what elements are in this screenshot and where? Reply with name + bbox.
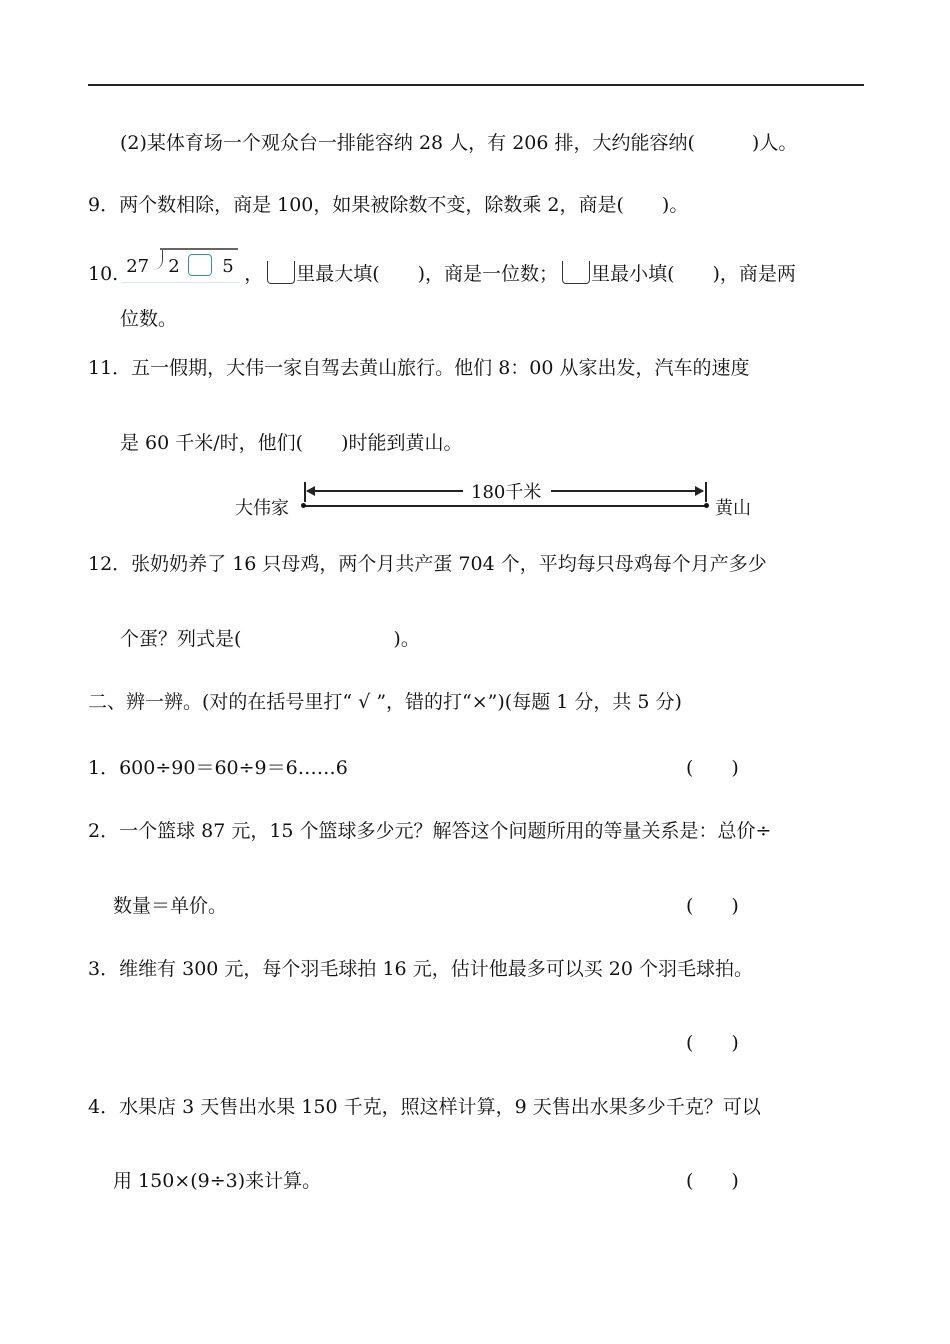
question-11-line-1: 11．五一假期，大伟一家自驾去黄山旅行。他们 8：00 从家出发，汽车的速度 [88,357,750,379]
section-2-heading: 二、辨一辨。(对的在括号里打“ √ ”，错的打“×”)(每题 1 分，共 5 分) [88,691,682,713]
question-10-comma: ， [244,263,264,285]
question-8-2: (2)某体育场一个观众台一排能容纳 28 人，有 206 排，大约能容纳( )人。 [120,132,798,154]
diagram-start-label: 大伟家 [235,498,289,519]
divisor: 27 [126,256,150,277]
question-10-text-2: 里最小填( )，商是两 [591,263,796,285]
question-10-text-1: 里最大填( )，商是一位数； [296,263,559,285]
judge-4-line-2: 用 150×(9÷3)来计算。 [113,1170,322,1192]
diagram-distance-label: 180千米 [471,482,542,503]
judge-2-line-2: 数量＝单价。 [113,895,228,917]
division-bar [160,248,238,250]
arrow-right-icon [695,486,704,496]
judge-2-line-1: 2．一个篮球 87 元，15 个篮球多少元？解答这个问题所用的等量关系是：总价÷ [88,820,772,842]
judge-3: 3．维维有 300 元，每个羽毛球拍 16 元，估计他最多可以买 20 个羽毛球拍。 [88,958,753,980]
question-10-continuation: 位数。 [120,308,178,330]
header-rule [88,84,864,86]
dividend-digit-1: 2 [168,256,180,277]
question-9: 9．两个数相除，商是 100，如果被除数不变，除数乘 2，商是( )。 [88,194,689,216]
judge-3-answer-paren: ( ) [686,1032,739,1054]
question-10-number: 10. [88,263,119,285]
division-underline [122,282,240,283]
box-symbol [267,261,295,284]
arrow-line-right [551,490,703,492]
dividend-digit-3: 5 [222,256,234,277]
long-division-figure [122,252,240,282]
distance-diagram [235,478,765,518]
question-12-line-2: 个蛋？列式是( )。 [120,628,420,650]
judge-2-answer-paren: ( ) [686,895,739,917]
judge-4-answer-paren: ( ) [686,1170,739,1192]
division-bracket [150,248,163,270]
question-12-line-1: 12．张奶奶养了 16 只母鸡，两个月共产蛋 704 个，平均每只母鸡每个月产多少 [88,553,767,575]
judge-1-answer-paren: ( ) [686,757,739,779]
question-11-line-2: 是 60 千米/时，他们( )时能到黄山。 [120,432,463,454]
diagram-base-line [303,505,706,507]
diagram-tick-right [705,482,707,502]
blank-digit-box [188,254,212,276]
diagram-end-label: 黄山 [715,498,751,519]
diagram-dot-end [704,503,709,508]
arrow-line-left [307,490,463,492]
judge-4-line-1: 4．水果店 3 天售出水果 150 千克，照这样计算，9 天售出水果多少千克？可以 [88,1096,761,1118]
question-10 [88,252,796,287]
box-symbol [562,261,590,284]
diagram-dot-start [301,503,306,508]
judge-1: 1．600÷90＝60÷9＝6……6 [88,757,348,779]
